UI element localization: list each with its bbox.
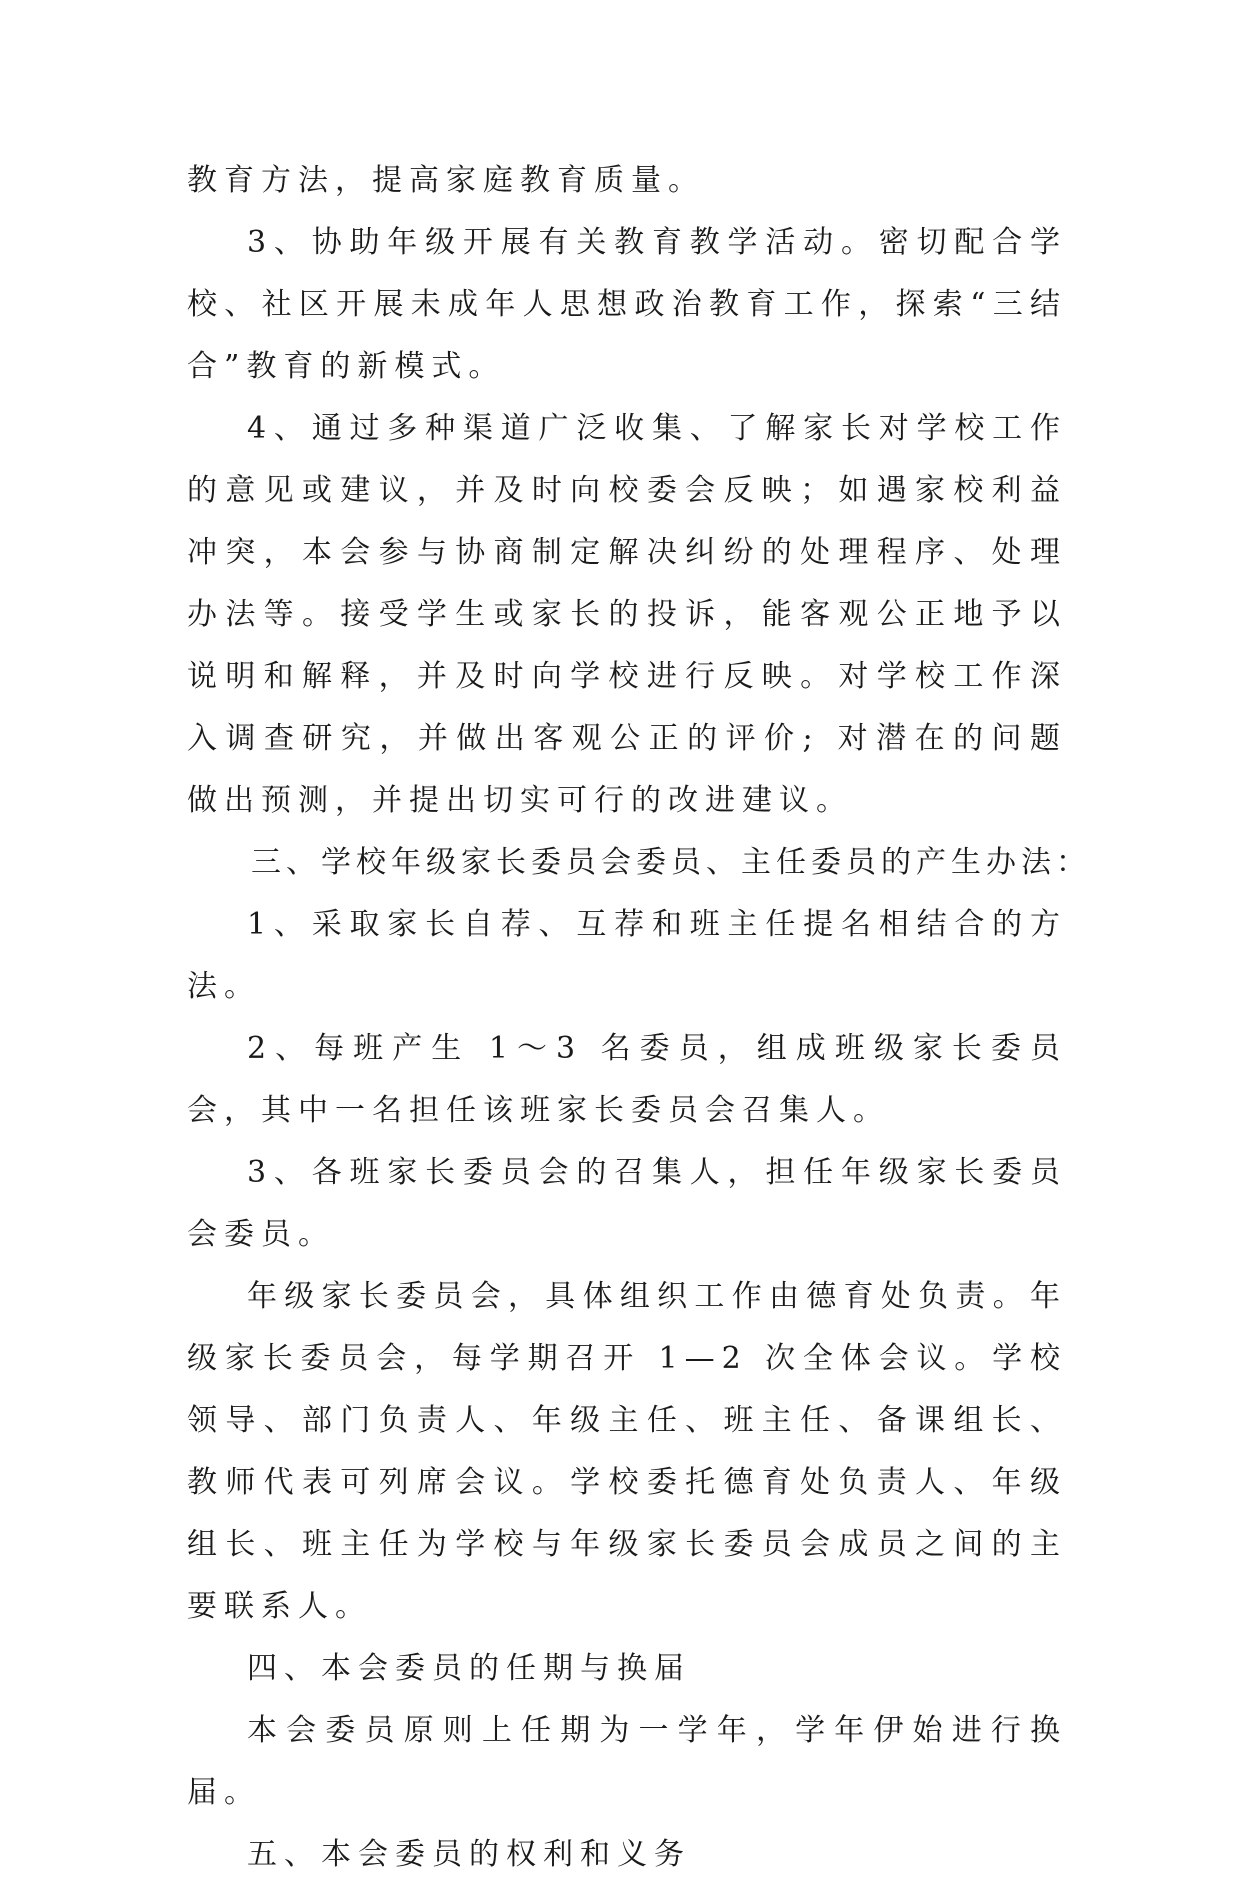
paragraph-method-1: 1、采取家长自荐、互荐和班主任提名相结合的方法。 <box>187 907 1067 1004</box>
paragraph-continuation: 教育方法，提高家庭教育质量。 <box>187 163 705 198</box>
paragraph-item-4: 4、通过多种渠道广泛收集、了解家长对学校工作的意见或建议，并及时向校委会反映；如遇家校利益冲突，本会参与协商制定解决纠纷的处理程序、处理办法等。接受学生或家长的投诉，能客观公正地予以说明和解释，并及时向学校进行反映。对学校工作深入调查研究，并做出客观公正的评价; 对潜在的问题做出预测，并提出切实可行的改进建议。 <box>187 411 1067 818</box>
paragraph-term: 本会委员原则上任期为一学年，学年伊始进行换届。 <box>187 1713 1067 1810</box>
section-heading-4: 四、本会委员的任期与换届 <box>247 1651 691 1686</box>
paragraph-organization: 年级家长委员会，具体组织工作由德育处负责。年级家长委员会，每学期召开 1—2 次全体会议。学校领导、部门负责人、年级主任、班主任、备课组长、教师代表可列席会议。学校委托德育处负责人、年级组长、班主任为学校与年级家长委员会成员之间的主要联系人。 <box>187 1279 1067 1624</box>
paragraph-method-2: 2、每班产生 1～3 名委员，组成班级家长委员会，其中一名担任该班家长委员会召集人。 <box>187 1031 1067 1128</box>
section-heading-5: 五、本会委员的权利和义务 <box>247 1837 691 1872</box>
document-body <box>187 150 1091 1886</box>
section-heading-3: 三、学校年级家长委员会委员、主任委员的产生办法： <box>251 845 1091 880</box>
paragraph-method-3: 3、各班家长委员会的召集人，担任年级家长委员会委员。 <box>187 1155 1067 1252</box>
paragraph-item-3: 3、协助年级开展有关教育教学活动。密切配合学校、社区开展未成年人思想政治教育工作，探索“三结合”教育的新模式。 <box>187 225 1067 384</box>
